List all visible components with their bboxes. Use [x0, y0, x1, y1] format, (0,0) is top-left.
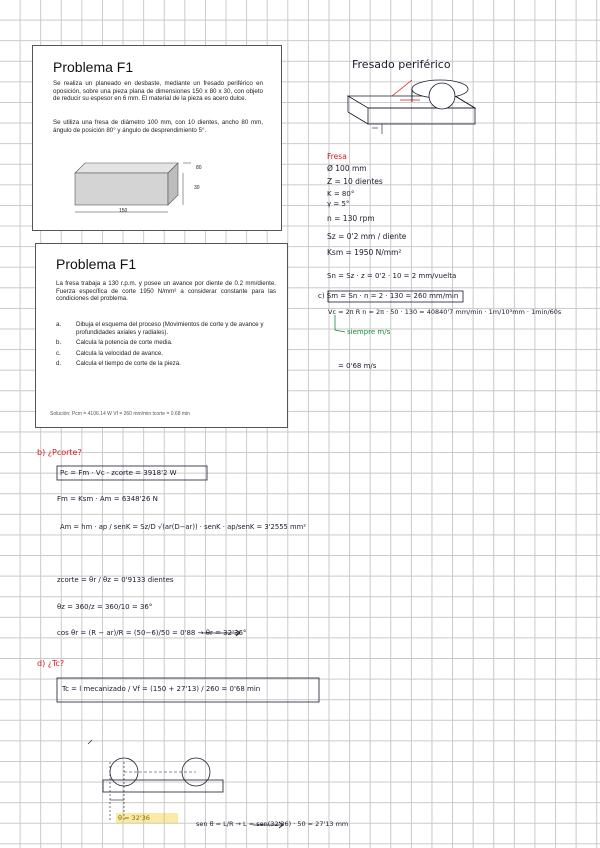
- dim-depth: 80: [196, 165, 202, 171]
- slide-title: Problema F1: [53, 59, 134, 75]
- note-line: Sz = 0'2 mm / diente: [327, 232, 407, 241]
- fresa-label: Fresa: [327, 152, 347, 161]
- slide-title: Problema F1: [56, 256, 137, 272]
- dim-length: 150: [119, 208, 128, 214]
- tooth-pitch-line: θz = 360/z = 360/10 = 36°: [57, 603, 153, 611]
- note-line: n = 130 rpm: [327, 214, 375, 223]
- workpiece-drawing: [33, 46, 283, 232]
- cutting-speed-line: Vc = 2π R n = 2π · 50 · 130 = 40840'7 mm/min · 1m/10³mm · 1min/60s: [328, 308, 562, 316]
- note-line: Ø 100 mm: [327, 164, 367, 173]
- part-b-heading: b) ¿Pcorte?: [37, 448, 82, 457]
- note-line: Ksm = 1950 N/mm²: [327, 248, 402, 257]
- problem-paragraph: Se realiza un planeado en desbaste, mediante un fresado periférico en oposición, sobre una pieza plana de dimensiones 150 x 80 x 30, con objeto de reducir su espesor en 6 mm. El material de la pieza es acero dulce.: [53, 80, 263, 103]
- teeth-engaged-line: zcorte = θr / θz = 0'9133 dientes: [57, 576, 174, 584]
- chip-area-line: Am = hm · ap / senK = Sz/D √(ar(D−ar)) · senK · ap/senK = 3'2555 mm²: [60, 523, 306, 531]
- conditions-paragraph: La fresa trabaja a 130 r.p.m. y posee un avance por diente de 0.2 mm/diente. Fuerza específica de corte 1950 N/mm² a considerar constante para las condiciones del problema.: [56, 280, 276, 303]
- slide-questions: [35, 243, 288, 428]
- note-line: Sn = Sz · z = 0'2 · 10 = 2 mm/vuelta: [327, 272, 457, 280]
- force-line: Fm = Ksm · Am = 6348'26 N: [57, 495, 158, 503]
- solution-line: Solución: Pcm = 4106.14 W Vf = 260 mm/min tcorte = 0.68 min: [50, 411, 190, 417]
- part-d-heading: d) ¿Tc?: [37, 659, 65, 668]
- approach-length-line: sen θ = L/R → L = sen(32'36) · 50 = 27'13 mm: [196, 820, 349, 828]
- note-line: Z = 10 dientes: [327, 177, 383, 186]
- slide-problem-statement: [32, 45, 282, 231]
- list-item: d. Calcula el tiempo de corte de la pieza.: [56, 360, 181, 368]
- feed-rate-answer: c) Sm = Sn · n = 2 · 130 = 260 mm/min: [318, 292, 459, 300]
- note-line: γ = 5°: [327, 200, 350, 208]
- list-item: c. Calcula la velocidad de avance.: [56, 349, 164, 357]
- list-item: a. Dibuja el esquema del proceso (Movimientos de corte y de avance y profundidades axiales y radiales).: [56, 321, 264, 336]
- power-answer: Pc = Fm · Vc · zcorte = 3918'2 W: [60, 469, 177, 477]
- notes-heading: Fresado periférico: [352, 58, 451, 71]
- question-list: [56, 321, 276, 371]
- engagement-angle-line: cos θr = (R − ar)/R = (50−6)/50 = 0'88 → θr = 32'36°: [57, 629, 247, 637]
- dim-height: 30: [194, 185, 200, 191]
- cutting-speed-result: = 0'68 m/s: [338, 362, 377, 370]
- list-item: b. Calcula la potencia de corte media.: [56, 339, 173, 347]
- note-line: K = 80°: [327, 190, 355, 198]
- units-reminder: siempre m/s: [347, 328, 391, 336]
- angle-highlight: θ = 32'36: [118, 814, 150, 822]
- tool-paragraph: Se utiliza una fresa de diámetro 100 mm, con 10 dientes, ancho 80 mm, ángulo de posición 80° y ángulo de desprendimiento 5°.: [53, 119, 263, 134]
- cutting-time-answer: Tc = l mecanizado / Vf = (150 + 27'13) / 260 = 0'68 min: [62, 685, 261, 693]
